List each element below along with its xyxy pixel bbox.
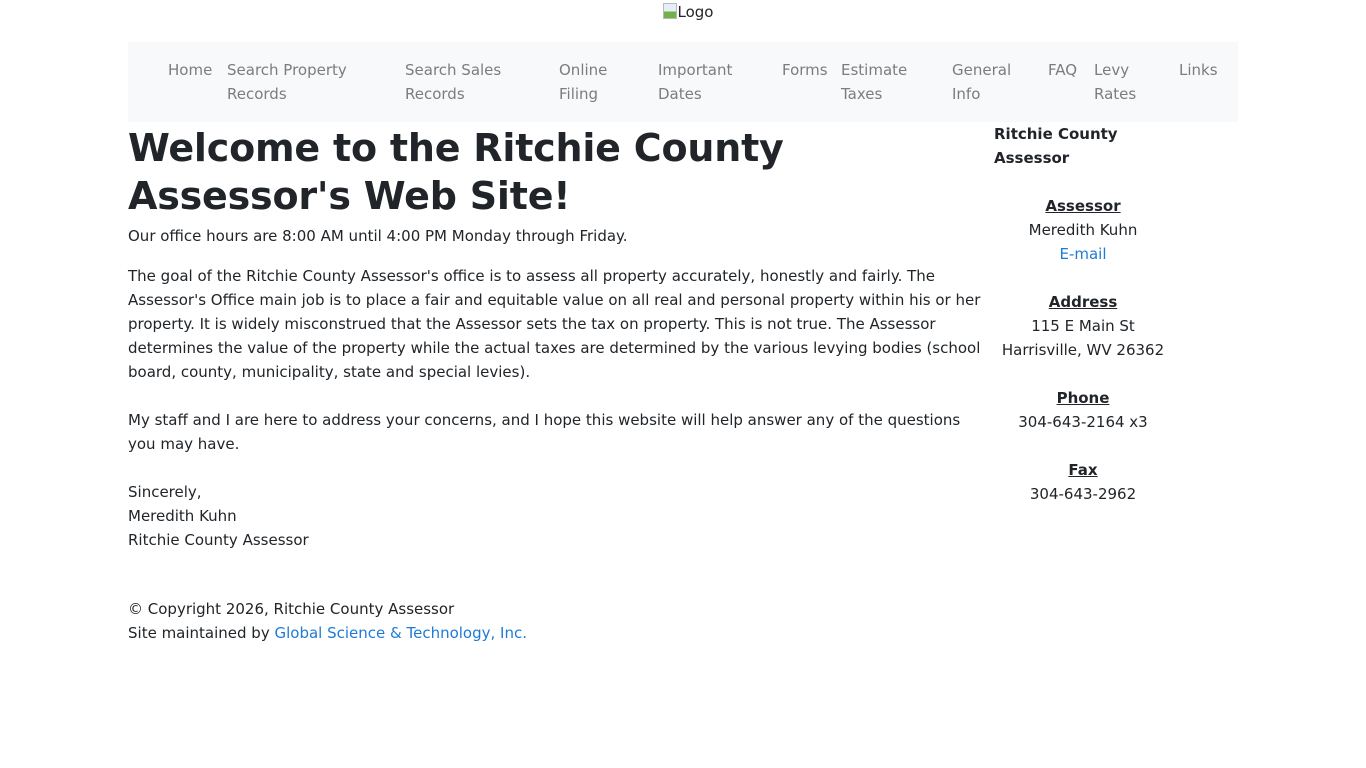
fax-heading: Fax — [1068, 461, 1098, 479]
signature-name: Meredith Kuhn — [128, 507, 237, 525]
nav-item-forms[interactable]: Forms — [782, 61, 828, 79]
logo-alt-text: Logo — [677, 3, 714, 21]
nav-item-faq[interactable]: FAQ — [1048, 61, 1078, 79]
nav-item-home[interactable]: Home — [168, 61, 213, 79]
phone-value: 304-643-2164 x3 — [1018, 413, 1148, 431]
sidebar-title: Ritchie County Assessor — [994, 125, 1118, 167]
main-content — [128, 122, 984, 552]
address-heading: Address — [1048, 293, 1118, 311]
address-line2: Harrisville, WV 26362 — [1001, 341, 1165, 359]
nav-item-important-dates[interactable]: Important Dates — [658, 61, 733, 103]
maintained-prefix: Site maintained by — [128, 624, 275, 642]
nav-item-estimate-taxes[interactable]: Estimate Taxes — [841, 61, 908, 103]
footer — [128, 597, 527, 645]
page-title: Welcome to the Ritchie County Assessor's Web Site! — [128, 126, 784, 218]
logo-link[interactable] — [663, 2, 714, 22]
nav-item-search-property-records[interactable]: Search Property Records — [227, 61, 347, 103]
broken-image-icon — [663, 3, 677, 19]
nav-item-links[interactable]: Links — [1179, 61, 1218, 79]
fax-value: 304-643-2962 — [1029, 485, 1137, 503]
email-link[interactable]: E-mail — [1059, 245, 1107, 263]
address-line1: 115 E Main St — [1031, 317, 1135, 335]
staff-paragraph: My staff and I are here to address your concerns, and I hope this website will help answer any of the questions you may have. — [128, 411, 961, 453]
signature — [128, 480, 984, 552]
nav-item-online-filing[interactable]: Online Filing — [559, 61, 608, 103]
assessor-name: Meredith Kuhn — [1028, 221, 1138, 239]
main-navbar — [128, 42, 1238, 122]
office-hours: Our office hours are 8:00 AM until 4:00 PM Monday through Friday. — [128, 227, 628, 245]
goal-paragraph: The goal of the Ritchie County Assessor's office is to assess all property accurately, honestly and fairly. The Assessor's Office main job is to place a fair and equitable value on all real and personal property within his or her property. It is widely misconstrued that the Assessor sets the tax on property. This is not true. The Assessor determines the value of the property while the actual taxes are determined by the various levying bodies (school board, county, municipality, state and special levies). — [128, 267, 981, 381]
nav-item-general-info[interactable]: General Info — [952, 61, 1012, 103]
phone-heading: Phone — [1056, 389, 1110, 407]
maintained-by — [128, 621, 527, 645]
nav-item-levy-rates[interactable]: Levy Rates — [1094, 61, 1137, 103]
signature-role: Ritchie County Assessor — [128, 531, 309, 549]
header — [0, 0, 1366, 42]
contact-sidebar — [994, 122, 1172, 506]
maintainer-link[interactable]: Global Science & Technology, Inc. — [274, 624, 527, 642]
nav-item-search-sales-records[interactable]: Search Sales Records — [405, 61, 502, 103]
signature-closing: Sincerely, — [128, 483, 202, 501]
copyright-text: © Copyright 2026, Ritchie County Assessor — [128, 600, 455, 618]
assessor-heading: Assessor — [1045, 197, 1121, 215]
